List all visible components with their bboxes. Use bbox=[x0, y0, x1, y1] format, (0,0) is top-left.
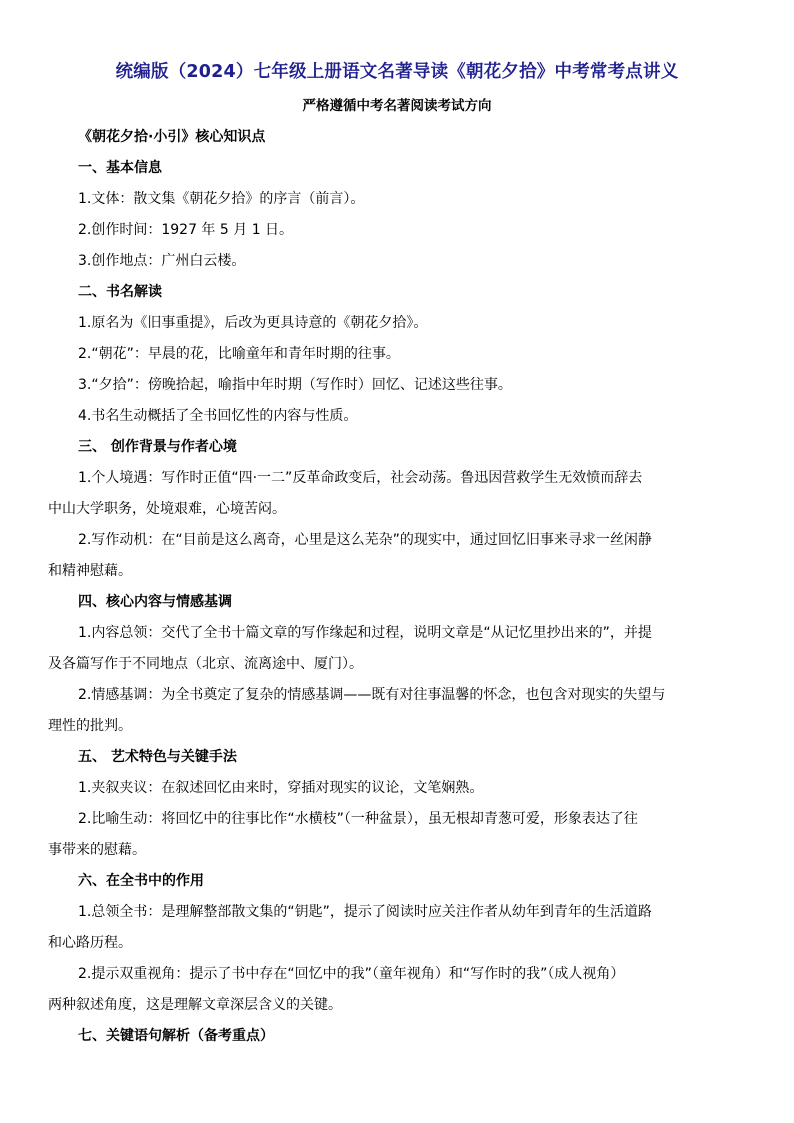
paragraph-continuation: 和精神慰藉。 bbox=[48, 562, 132, 579]
paragraph-continuation: 和心路历程。 bbox=[48, 934, 132, 951]
paragraph-continuation: 事带来的慰藉。 bbox=[48, 841, 146, 858]
paragraph-continuation: 理性的批判。 bbox=[48, 717, 132, 734]
section-heading: 一、基本信息 bbox=[78, 159, 162, 176]
list-item: 2.情感基调：为全书奠定了复杂的情感基调——既有对往事温馨的怀念，也包含对现实的失望与 bbox=[78, 686, 666, 703]
document-title: 统编版（2024）七年级上册语文名著导读《朝花夕拾》中考常考点讲义 bbox=[115, 62, 679, 82]
list-item: 2.“朝花”：早晨的花，比喻童年和青年时期的往事。 bbox=[78, 345, 400, 362]
list-item: 3.创作地点：广州白云楼。 bbox=[78, 252, 246, 269]
document-subtitle: 严格遵循中考名著阅读考试方向 bbox=[302, 98, 492, 114]
document-body bbox=[48, 120, 758, 1050]
section-heading: 《朝花夕拾·小引》核心知识点 bbox=[78, 128, 266, 145]
paragraph-continuation: 及各篇写作于不同地点（北京、流离途中、厦门）。 bbox=[48, 655, 363, 672]
list-item: 1.总领全书：是理解整部散文集的“钥匙”，提示了阅读时应关注作者从幼年到青年的生活道路 bbox=[78, 903, 652, 920]
list-item: 2.写作动机：在“目前是这么离奇，心里是这么芜杂”的现实中，通过回忆旧事来寻求一丝闲静 bbox=[78, 531, 652, 548]
paragraph-continuation: 中山大学职务，处境艰难，心境苦闷。 bbox=[48, 500, 286, 517]
list-item: 2.创作时间：1927 年 5 月 1 日。 bbox=[78, 221, 294, 238]
list-item: 1.夹叙夹议：在叙述回忆由来时，穿插对现实的议论，文笔娴熟。 bbox=[78, 779, 484, 796]
section-heading: 七、关键语句解析（备考重点） bbox=[78, 1027, 274, 1044]
list-item: 1.内容总领：交代了全书十篇文章的写作缘起和过程，说明文章是“从记忆里抄出来的”，并提 bbox=[78, 624, 652, 641]
list-item: 2.提示双重视角：提示了书中存在“回忆中的我”（童年视角）和“写作时的我”（成人视角） bbox=[78, 965, 625, 982]
section-heading: 四、核心内容与情感基调 bbox=[78, 593, 232, 610]
list-item: 3.“夕拾”：傍晚拾起，喻指中年时期（写作时）回忆、记述这些往事。 bbox=[78, 376, 512, 393]
list-item: 1.文体：散文集《朝花夕拾》的序言（前言）。 bbox=[78, 190, 365, 207]
section-heading: 三、 创作背景与作者心境 bbox=[78, 438, 237, 455]
list-item: 4.书名生动概括了全书回忆性的内容与性质。 bbox=[78, 407, 358, 424]
list-item: 1.个人境遇：写作时正值“四·一二”反革命政变后，社会动荡。鲁迅因营救学生无效愤而辞去 bbox=[78, 469, 643, 486]
paragraph-continuation: 两种叙述角度，这是理解文章深层含义的关键。 bbox=[48, 996, 342, 1013]
section-heading: 六、在全书中的作用 bbox=[78, 872, 204, 889]
section-heading: 二、书名解读 bbox=[78, 283, 162, 300]
list-item: 2.比喻生动：将回忆中的往事比作“水横枝”（一种盆景），虽无根却青葱可爱，形象表达了往 bbox=[78, 810, 638, 827]
list-item: 1.原名为《旧事重提》，后改为更具诗意的《朝花夕拾》。 bbox=[78, 314, 428, 331]
section-heading: 五、 艺术特色与关键手法 bbox=[78, 748, 237, 765]
